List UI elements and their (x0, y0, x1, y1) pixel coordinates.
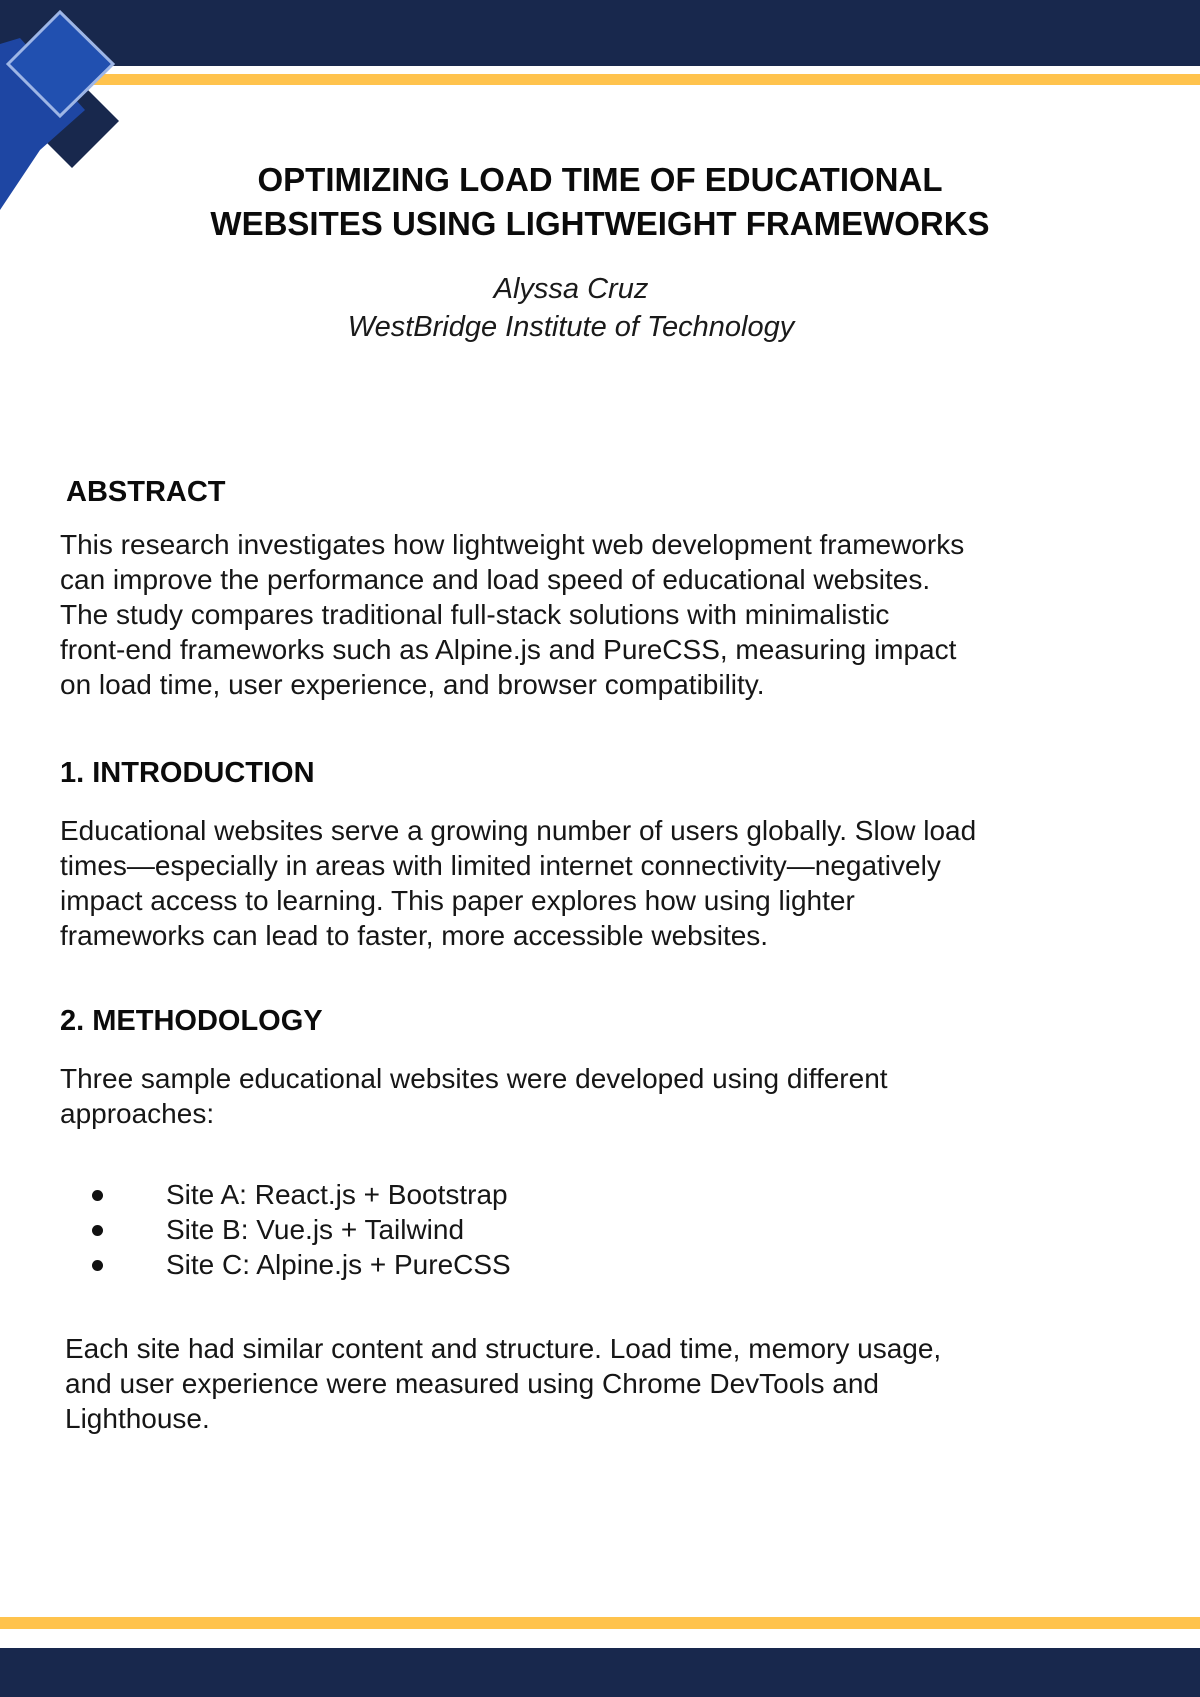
abstract-line: The study compares traditional full-stack solutions with minimalistic (60, 599, 890, 630)
bullet-icon (92, 1190, 103, 1201)
bullet-icon (92, 1260, 103, 1271)
list-item (84, 1177, 984, 1212)
introduction-paragraph (60, 813, 1160, 953)
author-block (171, 270, 971, 346)
methodology-closing-paragraph (65, 1331, 1165, 1436)
introduction-line: times—especially in areas with limited internet connectivity—negatively (60, 850, 941, 881)
abstract-paragraph (60, 527, 1160, 702)
author-institution: WestBridge Institute of Technology (347, 311, 795, 343)
title-line-1: OPTIMIZING LOAD TIME OF EDUCATIONAL (257, 161, 943, 198)
title-line-2: WEBSITES USING LIGHTWEIGHT FRAMEWORKS (210, 205, 990, 242)
introduction-line: frameworks can lead to faster, more accessible websites. (60, 920, 769, 951)
author-name: Alyssa Cruz (493, 273, 649, 305)
methodology-intro-line: approaches: (60, 1098, 215, 1129)
list-item (84, 1212, 984, 1247)
introduction-line: Educational websites serve a growing number of users globally. Slow load (60, 815, 977, 846)
top-navy-band (0, 0, 1200, 66)
bottom-navy-band (0, 1648, 1200, 1697)
top-gold-stripe (0, 74, 1200, 85)
methodology-closing-line: Each site had similar content and structure. Load time, memory usage, (65, 1333, 942, 1364)
introduction-heading: 1. INTRODUCTION (60, 757, 315, 789)
abstract-heading: ABSTRACT (66, 476, 226, 508)
abstract-line: This research investigates how lightweight web development frameworks (60, 529, 965, 560)
site-c-label: Site C: Alpine.js + PureCSS (166, 1249, 511, 1280)
paper-title (100, 158, 1100, 246)
methodology-heading: 2. METHODOLOGY (60, 1005, 323, 1037)
methodology-intro-paragraph (60, 1061, 1160, 1131)
list-item (84, 1247, 984, 1282)
abstract-line: front-end frameworks such as Alpine.js and PureCSS, measuring impact (60, 634, 957, 665)
introduction-line: impact access to learning. This paper explores how using lighter (60, 885, 855, 916)
bullet-icon (92, 1225, 103, 1236)
site-list (84, 1177, 984, 1282)
site-a-label: Site A: React.js + Bootstrap (166, 1179, 508, 1210)
methodology-closing-line: and user experience were measured using Chrome DevTools and (65, 1368, 879, 1399)
abstract-line: on load time, user experience, and browser compatibility. (60, 669, 765, 700)
site-b-label: Site B: Vue.js + Tailwind (166, 1214, 465, 1245)
methodology-intro-line: Three sample educational websites were developed using different (60, 1063, 888, 1094)
abstract-line: can improve the performance and load speed of educational websites. (60, 564, 931, 595)
methodology-closing-line: Lighthouse. (65, 1403, 210, 1434)
bottom-gold-stripe (0, 1617, 1200, 1629)
